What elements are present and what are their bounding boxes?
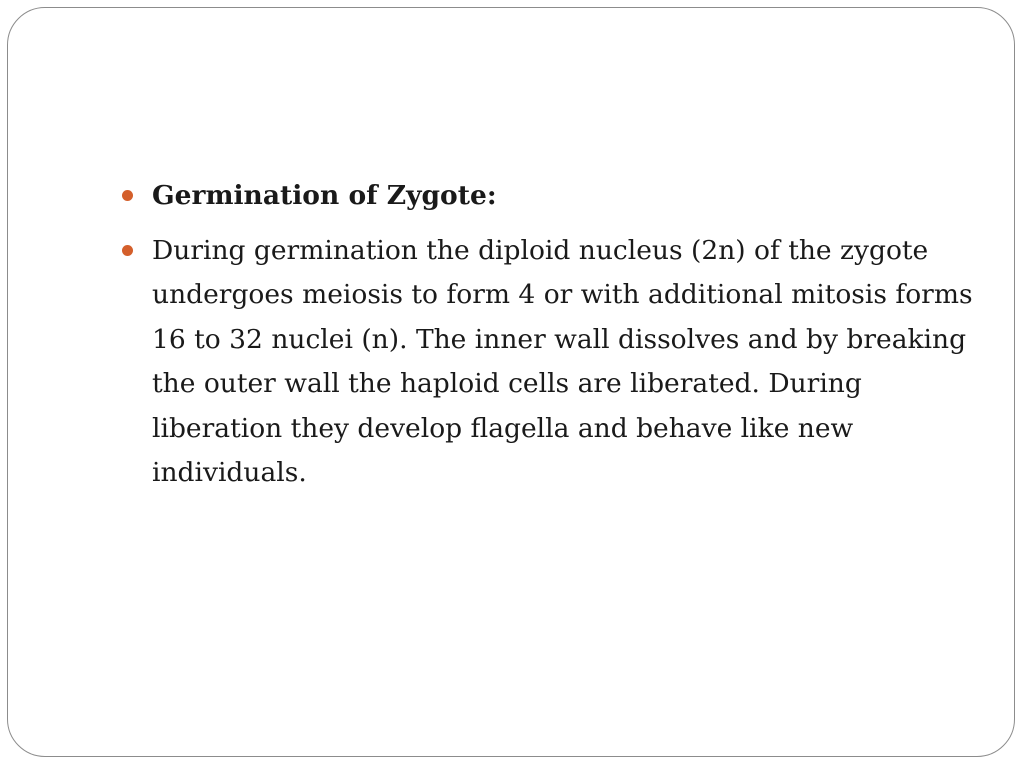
bullet-dot-icon (122, 190, 133, 201)
paragraph-text: During germination the diploid nucleus (2n) of the zygote undergoes meiosis to form 4 or with additional mitosis forms 16 to 32 nuclei (n). The inner wall dissolves and by breaking the outer wall the haploid cells are liberated. During liberation they develop flagella and behave like new individuals. (152, 234, 973, 488)
bullet-heading (118, 174, 978, 219)
bullet-paragraph (118, 229, 978, 496)
slide-frame (7, 7, 1015, 757)
bullet-dot-icon (122, 245, 133, 256)
slide-content (118, 174, 978, 506)
heading-text: Germination of Zygote: (152, 180, 497, 211)
